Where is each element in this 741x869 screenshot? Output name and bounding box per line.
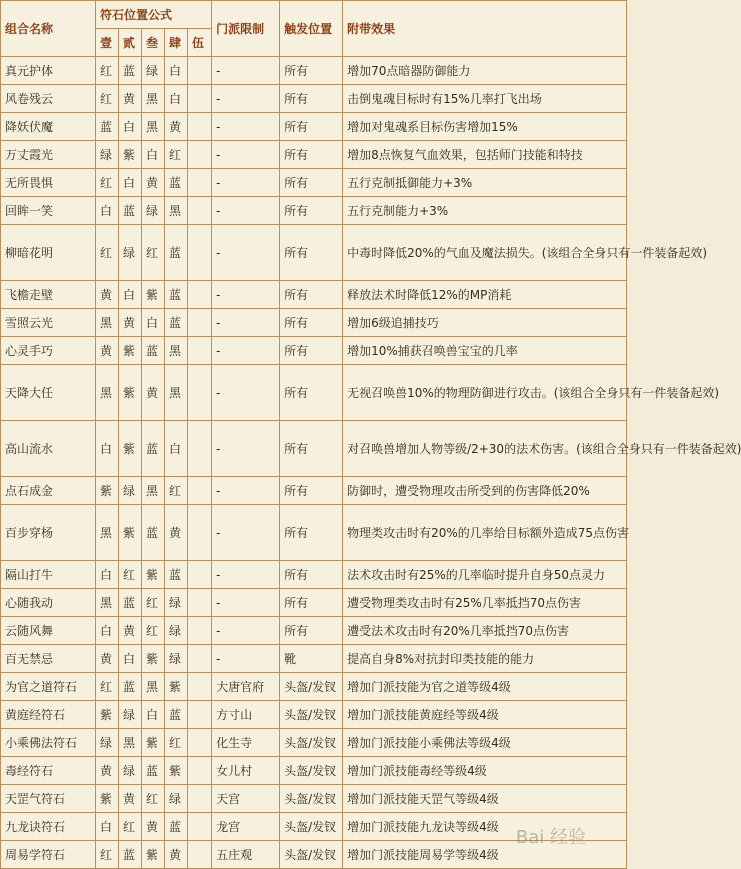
- faction-cell: -: [212, 505, 280, 561]
- rune-position-1-cell: 白: [96, 421, 119, 477]
- faction-cell: 方寸山: [212, 701, 280, 729]
- faction-cell: 天宫: [212, 785, 280, 813]
- header-effect: 附带效果: [343, 1, 627, 57]
- rune-position-4-cell: 黑: [165, 337, 188, 365]
- rune-position-3-cell: 白: [142, 309, 165, 337]
- effect-cell: 物理类攻击时有20%的几率给目标额外造成75点伤害: [343, 505, 627, 561]
- rune-position-2-cell: 紫: [119, 505, 142, 561]
- rune-position-3-cell: 蓝: [142, 421, 165, 477]
- combo-name-cell: 天降大任: [1, 365, 96, 421]
- rune-position-3-cell: 蓝: [142, 337, 165, 365]
- combo-name-cell: 雪照云光: [1, 309, 96, 337]
- rune-position-2-cell: 蓝: [119, 57, 142, 85]
- effect-cell: 增加6级追捕技巧: [343, 309, 627, 337]
- trigger-cell: 靴: [280, 645, 343, 673]
- faction-cell: 女儿村: [212, 757, 280, 785]
- rune-position-5-cell: [188, 729, 212, 757]
- effect-cell: 增加门派技能九龙诀等级4级: [343, 813, 627, 841]
- table-row: [1, 561, 627, 589]
- rune-position-4-cell: 蓝: [165, 169, 188, 197]
- rune-position-2-cell: 紫: [119, 421, 142, 477]
- rune-position-4-cell: 黑: [165, 365, 188, 421]
- table-row: [1, 169, 627, 197]
- rune-position-5-cell: [188, 617, 212, 645]
- rune-position-4-cell: 黄: [165, 841, 188, 869]
- rune-position-3-cell: 黑: [142, 477, 165, 505]
- trigger-cell: 所有: [280, 421, 343, 477]
- trigger-cell: 所有: [280, 477, 343, 505]
- table-row: [1, 113, 627, 141]
- rune-position-5-cell: [188, 785, 212, 813]
- rune-position-5-cell: [188, 701, 212, 729]
- trigger-cell: 头盔/发钗: [280, 813, 343, 841]
- faction-cell: -: [212, 169, 280, 197]
- effect-cell: 增加70点暗器防御能力: [343, 57, 627, 85]
- faction-cell: -: [212, 197, 280, 225]
- table-row: [1, 673, 627, 701]
- faction-cell: -: [212, 281, 280, 309]
- rune-position-1-cell: 紫: [96, 785, 119, 813]
- combo-name-cell: 小乘佛法符石: [1, 729, 96, 757]
- trigger-cell: 所有: [280, 57, 343, 85]
- rune-position-1-cell: 黄: [96, 281, 119, 309]
- faction-cell: -: [212, 645, 280, 673]
- trigger-cell: 所有: [280, 85, 343, 113]
- table-row: [1, 421, 627, 477]
- rune-position-4-cell: 黑: [165, 197, 188, 225]
- rune-position-5-cell: [188, 421, 212, 477]
- combo-name-cell: 回眸一笑: [1, 197, 96, 225]
- table-row: [1, 337, 627, 365]
- rune-position-1-cell: 绿: [96, 141, 119, 169]
- combo-name-cell: 高山流水: [1, 421, 96, 477]
- rune-position-5-cell: [188, 561, 212, 589]
- combo-name-cell: 天罡气符石: [1, 785, 96, 813]
- rune-position-1-cell: 白: [96, 617, 119, 645]
- rune-position-5-cell: [188, 309, 212, 337]
- rune-position-5-cell: [188, 673, 212, 701]
- rune-position-4-cell: 绿: [165, 645, 188, 673]
- rune-position-2-cell: 蓝: [119, 841, 142, 869]
- table-row: [1, 757, 627, 785]
- rune-position-4-cell: 白: [165, 421, 188, 477]
- combo-name-cell: 周易学符石: [1, 841, 96, 869]
- rune-position-3-cell: 紫: [142, 561, 165, 589]
- combo-name-cell: 九龙诀符石: [1, 813, 96, 841]
- header-combo-name: 组合名称: [1, 1, 96, 57]
- rune-position-1-cell: 红: [96, 841, 119, 869]
- rune-position-4-cell: 红: [165, 141, 188, 169]
- trigger-cell: 所有: [280, 365, 343, 421]
- table-header: [1, 1, 627, 57]
- header-faction-limit: 门派限制: [212, 1, 280, 57]
- rune-position-4-cell: 蓝: [165, 561, 188, 589]
- rune-position-3-cell: 红: [142, 617, 165, 645]
- header-position-5: 伍: [188, 29, 212, 57]
- combo-name-cell: 风卷残云: [1, 85, 96, 113]
- effect-cell: 击倒鬼魂目标时有15%几率打飞出场: [343, 85, 627, 113]
- faction-cell: -: [212, 561, 280, 589]
- effect-cell: 增加门派技能黄庭经等级4级: [343, 701, 627, 729]
- rune-position-4-cell: 蓝: [165, 225, 188, 281]
- faction-cell: -: [212, 225, 280, 281]
- rune-position-3-cell: 黄: [142, 365, 165, 421]
- rune-position-1-cell: 黑: [96, 365, 119, 421]
- faction-cell: -: [212, 365, 280, 421]
- trigger-cell: 所有: [280, 617, 343, 645]
- combo-name-cell: 柳暗花明: [1, 225, 96, 281]
- effect-cell: 遭受物理类攻击时有25%几率抵挡70点伤害: [343, 589, 627, 617]
- rune-position-1-cell: 红: [96, 169, 119, 197]
- rune-position-5-cell: [188, 337, 212, 365]
- faction-cell: 大唐官府: [212, 673, 280, 701]
- rune-position-1-cell: 紫: [96, 701, 119, 729]
- table-row: [1, 57, 627, 85]
- table-row: [1, 701, 627, 729]
- rune-position-5-cell: [188, 113, 212, 141]
- rune-position-3-cell: 白: [142, 141, 165, 169]
- rune-position-3-cell: 紫: [142, 645, 165, 673]
- rune-position-3-cell: 蓝: [142, 757, 165, 785]
- effect-cell: 增加门派技能周易学等级4级: [343, 841, 627, 869]
- effect-cell: 增加10%捕获召唤兽宝宝的几率: [343, 337, 627, 365]
- trigger-cell: 头盔/发钗: [280, 785, 343, 813]
- rune-position-2-cell: 绿: [119, 757, 142, 785]
- combo-name-cell: 为官之道符石: [1, 673, 96, 701]
- table-row: [1, 85, 627, 113]
- rune-position-3-cell: 黑: [142, 113, 165, 141]
- effect-cell: 增加门派技能毒经等级4级: [343, 757, 627, 785]
- rune-position-4-cell: 紫: [165, 673, 188, 701]
- rune-position-1-cell: 绿: [96, 729, 119, 757]
- table-row: [1, 281, 627, 309]
- rune-position-4-cell: 绿: [165, 785, 188, 813]
- rune-position-5-cell: [188, 197, 212, 225]
- combo-name-cell: 万丈霞光: [1, 141, 96, 169]
- rune-position-3-cell: 紫: [142, 281, 165, 309]
- trigger-cell: 头盔/发钗: [280, 757, 343, 785]
- trigger-cell: 所有: [280, 141, 343, 169]
- rune-position-1-cell: 白: [96, 197, 119, 225]
- rune-position-4-cell: 蓝: [165, 309, 188, 337]
- rune-position-2-cell: 白: [119, 113, 142, 141]
- rune-position-4-cell: 黄: [165, 113, 188, 141]
- rune-position-5-cell: [188, 589, 212, 617]
- trigger-cell: 所有: [280, 505, 343, 561]
- effect-cell: 增加对鬼魂系目标伤害增加15%: [343, 113, 627, 141]
- rune-position-5-cell: [188, 757, 212, 785]
- table-row: [1, 141, 627, 169]
- rune-position-3-cell: 蓝: [142, 505, 165, 561]
- header-rune-formula: 符石位置公式: [96, 1, 212, 29]
- rune-position-5-cell: [188, 813, 212, 841]
- rune-position-1-cell: 黑: [96, 309, 119, 337]
- rune-position-2-cell: 白: [119, 169, 142, 197]
- faction-cell: -: [212, 337, 280, 365]
- faction-cell: -: [212, 309, 280, 337]
- trigger-cell: 所有: [280, 337, 343, 365]
- effect-cell: 增加8点恢复气血效果，包括师门技能和特技: [343, 141, 627, 169]
- rune-position-4-cell: 黄: [165, 505, 188, 561]
- rune-position-1-cell: 黄: [96, 645, 119, 673]
- header-position-1: 壹: [96, 29, 119, 57]
- rune-position-2-cell: 紫: [119, 141, 142, 169]
- table-row: [1, 729, 627, 757]
- combo-name-cell: 隔山打牛: [1, 561, 96, 589]
- effect-cell: 释放法术时降低12%的MP消耗: [343, 281, 627, 309]
- rune-position-5-cell: [188, 57, 212, 85]
- table-row: [1, 645, 627, 673]
- table-row: [1, 477, 627, 505]
- effect-cell: 防御时，遭受物理攻击所受到的伤害降低20%: [343, 477, 627, 505]
- rune-position-2-cell: 蓝: [119, 673, 142, 701]
- rune-position-1-cell: 红: [96, 673, 119, 701]
- combo-name-cell: 黄庭经符石: [1, 701, 96, 729]
- rune-position-2-cell: 黄: [119, 309, 142, 337]
- combo-name-cell: 百步穿杨: [1, 505, 96, 561]
- rune-position-5-cell: [188, 281, 212, 309]
- rune-position-5-cell: [188, 365, 212, 421]
- table-row: [1, 197, 627, 225]
- trigger-cell: 头盔/发钗: [280, 729, 343, 757]
- header-position-3: 叁: [142, 29, 165, 57]
- rune-position-1-cell: 红: [96, 85, 119, 113]
- rune-position-2-cell: 黄: [119, 85, 142, 113]
- effect-cell: 增加门派技能天罡气等级4级: [343, 785, 627, 813]
- trigger-cell: 头盔/发钗: [280, 673, 343, 701]
- rune-position-3-cell: 紫: [142, 729, 165, 757]
- table-row: [1, 505, 627, 561]
- rune-position-4-cell: 白: [165, 57, 188, 85]
- rune-position-2-cell: 蓝: [119, 589, 142, 617]
- rune-position-2-cell: 红: [119, 561, 142, 589]
- combo-name-cell: 降妖伏魔: [1, 113, 96, 141]
- rune-position-1-cell: 紫: [96, 477, 119, 505]
- effect-cell: 中毒时降低20%的气血及魔法损失。(该组合全身只有一件装备起效): [343, 225, 627, 281]
- rune-position-3-cell: 黑: [142, 673, 165, 701]
- rune-position-2-cell: 白: [119, 645, 142, 673]
- effect-cell: 遭受法术攻击时有20%几率抵挡70点伤害: [343, 617, 627, 645]
- table-row: [1, 617, 627, 645]
- rune-position-1-cell: 黑: [96, 589, 119, 617]
- rune-position-2-cell: 黄: [119, 617, 142, 645]
- rune-position-2-cell: 绿: [119, 477, 142, 505]
- rune-position-1-cell: 黑: [96, 505, 119, 561]
- table-body: [1, 57, 741, 869]
- rune-position-2-cell: 白: [119, 281, 142, 309]
- faction-cell: -: [212, 477, 280, 505]
- rune-position-2-cell: 红: [119, 813, 142, 841]
- rune-position-5-cell: [188, 169, 212, 197]
- trigger-cell: 所有: [280, 309, 343, 337]
- trigger-cell: 所有: [280, 197, 343, 225]
- rune-position-3-cell: 黑: [142, 85, 165, 113]
- rune-position-2-cell: 蓝: [119, 197, 142, 225]
- rune-position-3-cell: 黄: [142, 813, 165, 841]
- effect-cell: 增加门派技能小乘佛法等级4级: [343, 729, 627, 757]
- rune-position-5-cell: [188, 841, 212, 869]
- effect-cell: 五行克制抵御能力+3%: [343, 169, 627, 197]
- rune-position-2-cell: 黄: [119, 785, 142, 813]
- rune-position-5-cell: [188, 477, 212, 505]
- rune-position-1-cell: 红: [96, 57, 119, 85]
- rune-position-2-cell: 绿: [119, 225, 142, 281]
- effect-cell: 提高自身8%对抗封印类技能的能力: [343, 645, 627, 673]
- rune-position-4-cell: 绿: [165, 617, 188, 645]
- rune-position-4-cell: 红: [165, 729, 188, 757]
- effect-cell: 法术攻击时有25%的几率临时提升自身50点灵力: [343, 561, 627, 589]
- rune-position-3-cell: 紫: [142, 841, 165, 869]
- rune-position-3-cell: 绿: [142, 57, 165, 85]
- trigger-cell: 所有: [280, 281, 343, 309]
- effect-cell: 对召唤兽增加人物等级/2+30的法术伤害。(该组合全身只有一件装备起效): [343, 421, 627, 477]
- watermark-logo: Bai 经验: [515, 827, 586, 848]
- rune-position-4-cell: 白: [165, 85, 188, 113]
- effect-cell: 增加门派技能为官之道等级4级: [343, 673, 627, 701]
- effect-cell: 无视召唤兽10%的物理防御进行攻击。(该组合全身只有一件装备起效): [343, 365, 627, 421]
- combo-name-cell: 无所畏惧: [1, 169, 96, 197]
- combo-name-cell: 飞檐走壁: [1, 281, 96, 309]
- faction-cell: 龙宫: [212, 813, 280, 841]
- rune-position-3-cell: 红: [142, 225, 165, 281]
- combo-name-cell: 心灵手巧: [1, 337, 96, 365]
- rune-position-1-cell: 黄: [96, 337, 119, 365]
- header-position-2: 贰: [119, 29, 142, 57]
- trigger-cell: 所有: [280, 589, 343, 617]
- rune-position-3-cell: 黄: [142, 169, 165, 197]
- trigger-cell: 头盔/发钗: [280, 701, 343, 729]
- rune-position-4-cell: 红: [165, 477, 188, 505]
- combo-name-cell: 毒经符石: [1, 757, 96, 785]
- rune-position-4-cell: 紫: [165, 757, 188, 785]
- rune-position-2-cell: 黑: [119, 729, 142, 757]
- rune-position-2-cell: 紫: [119, 365, 142, 421]
- rune-position-4-cell: 蓝: [165, 701, 188, 729]
- combo-name-cell: 心随我动: [1, 589, 96, 617]
- table-row: [1, 365, 627, 421]
- rune-position-5-cell: [188, 505, 212, 561]
- rune-position-1-cell: 蓝: [96, 113, 119, 141]
- faction-cell: 五庄观: [212, 841, 280, 869]
- table-row: [1, 225, 627, 281]
- header-trigger-position: 触发位置: [280, 1, 343, 57]
- faction-cell: 化生寺: [212, 729, 280, 757]
- rune-position-1-cell: 白: [96, 813, 119, 841]
- combo-name-cell: 点石成金: [1, 477, 96, 505]
- rune-position-4-cell: 蓝: [165, 281, 188, 309]
- trigger-cell: 所有: [280, 561, 343, 589]
- rune-position-2-cell: 绿: [119, 701, 142, 729]
- faction-cell: -: [212, 113, 280, 141]
- table-row: [1, 309, 627, 337]
- faction-cell: -: [212, 589, 280, 617]
- table-row: [1, 589, 627, 617]
- faction-cell: -: [212, 141, 280, 169]
- table-row: [1, 785, 627, 813]
- rune-position-4-cell: 蓝: [165, 813, 188, 841]
- rune-position-5-cell: [188, 645, 212, 673]
- rune-position-3-cell: 白: [142, 701, 165, 729]
- rune-position-1-cell: 黄: [96, 757, 119, 785]
- rune-position-5-cell: [188, 85, 212, 113]
- faction-cell: -: [212, 85, 280, 113]
- header-position-4: 肆: [165, 29, 188, 57]
- trigger-cell: 头盔/发钗: [280, 841, 343, 869]
- faction-cell: -: [212, 421, 280, 477]
- combo-name-cell: 真元护体: [1, 57, 96, 85]
- trigger-cell: 所有: [280, 113, 343, 141]
- rune-position-1-cell: 白: [96, 561, 119, 589]
- rune-position-5-cell: [188, 225, 212, 281]
- rune-position-5-cell: [188, 141, 212, 169]
- rune-position-3-cell: 绿: [142, 197, 165, 225]
- effect-cell: 五行克制能力+3%: [343, 197, 627, 225]
- rune-position-2-cell: 紫: [119, 337, 142, 365]
- faction-cell: -: [212, 57, 280, 85]
- combo-name-cell: 百无禁忌: [1, 645, 96, 673]
- rune-position-3-cell: 红: [142, 785, 165, 813]
- rune-position-4-cell: 绿: [165, 589, 188, 617]
- trigger-cell: 所有: [280, 225, 343, 281]
- faction-cell: -: [212, 617, 280, 645]
- trigger-cell: 所有: [280, 169, 343, 197]
- rune-position-3-cell: 红: [142, 589, 165, 617]
- combo-name-cell: 云随风舞: [1, 617, 96, 645]
- rune-position-1-cell: 红: [96, 225, 119, 281]
